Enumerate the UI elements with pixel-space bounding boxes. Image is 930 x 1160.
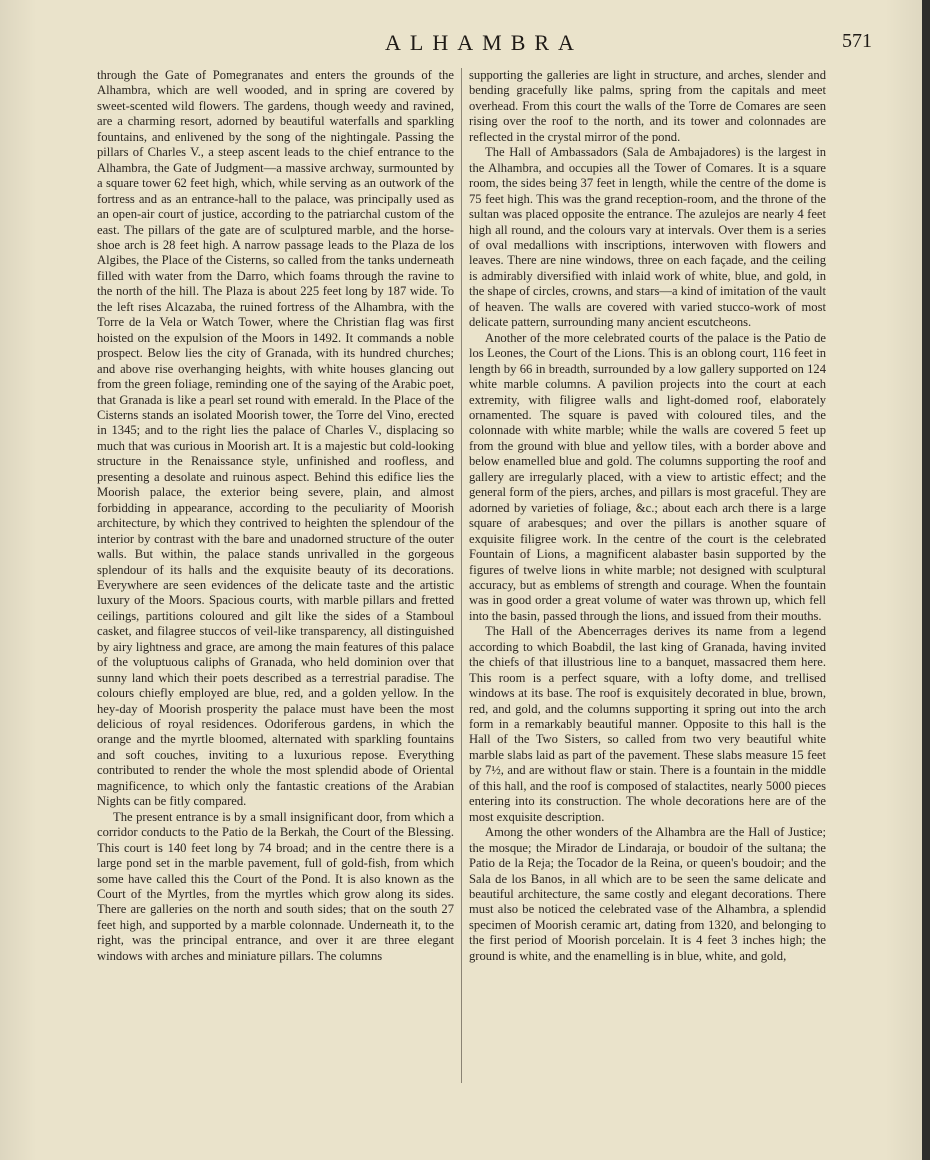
- paragraph: The Hall of Ambassadors (Sala de Ambajadores) is the largest in the Alhambra, and occupies all the Tower of Comares. It is a square room, the sides being 37 feet in length, while the centre of the dome is 75 feet high. This was the grand reception-room, and the throne of the sultan was placed opposite the entrance. The azulejos are nearly 4 feet high all round, and the colours vary at intervals. Over them is a series of oval medallions with inscriptions, interwoven with flowers and leaves. There are nine windows, three on each façade, and the ceiling is admirably diversified with inlaid work of white, blue, and gold, in the shape of circles, crowns, and stars—a kind of imitation of the vault of heaven. The walls are covered with varied stucco-work of most delicate pattern, surrounding many ancient escutcheons.: [469, 145, 826, 330]
- paragraph: The present entrance is by a small insignificant door, from which a corridor conducts to the Patio de la Berkah, the Court of the Blessing. This court is 140 feet long by 74 broad; and in the centre there is a large pond set in the marble pavement, full of gold-fish, from which some have called this the Court of the Pond. It is also known as the Court of the Myrtles, from the myrtles which grow along its sides. There are galleries on the north and south sides; that on the south 27 feet high, and supported by a marble colonnade. Underneath it, to the right, was the principal entrance, and over it are three elegant windows with arches and miniature pillars. The columns: [97, 809, 454, 963]
- page-number: 571: [842, 30, 872, 52]
- right-column: [469, 68, 826, 1108]
- paragraph: The Hall of the Abencerrages derives its name from a legend according to which Boabdil, the last king of Granada, having invited the chiefs of that illustrious line to a banquet, massacred them here. This room is a perfect square, with a lofty dome, and trellised windows at its base. The roof is exquisitely decorated in blue, brown, red, and gold, and the columns supporting it spring out into the arch form in a remarkably beautiful manner. Opposite to this hall is the Hall of the Two Sisters, so called from two very beautiful white marble slabs laid as part of the pavement. These slabs measure 15 feet by 7½, and are without flaw or stain. There is a fountain in the middle of this hall, and the roof is composed of stalactites, nearly 5000 pieces entering into its construction. The whole decorations here are of the most exquisite description.: [469, 624, 826, 824]
- paragraph: Another of the more celebrated courts of the palace is the Patio de los Leones, the Court of the Lions. This is an oblong court, 116 feet in length by 66 in breadth, surrounded by a low gallery supported on 124 white marble columns. A pavilion projects into the court at each extremity, with filigree walls and light-domed roof, elaborately ornamented. The square is paved with coloured tiles, and the colonnade with white marble; while the walls are covered 5 feet up from the ground with blue and yellow tiles, with a border above and below enamelled blue and gold. The columns supporting the roof and gallery are irregularly placed, with a view to artistic effect; and the general form of the piers, arches, and pillars is most graceful. They are adorned by varieties of foliage, &c.; about each arch there is a large square of arabesques; and over the pillars is another square of exquisite filigree work. In the centre of the court is the celebrated Fountain of Lions, a magnificent alabaster basin supported by the figures of twelve lions in white marble; not designed with sculptural accuracy, but as emblems of strength and courage. When the fountain was in good order a great volume of water was thrown up, which fell into the basin, passed through the lions, and issued from their mouths.: [469, 330, 826, 623]
- paragraph: supporting the galleries are light in structure, and arches, slender and bending gracefully like palms, spring from the capitals and meet overhead. From this court the walls of the Torre de Comares are seen rising over the roof to the north, and its tower and colonnades are reflected in the crystal mirror of the pond.: [469, 68, 826, 144]
- paragraph: Among the other wonders of the Alhambra are the Hall of Justice; the mosque; the Mirador de Lindaraja, or boudoir of the sultana; the Patio de la Reja; the Tocador de la Reina, or queen's boudoir; and the Sala de los Banos, in all which are to be seen the same delicate and beautiful architecture, the same costly and elegant decorations. There must also be noticed the celebrated vase of the Alhambra, a splendid specimen of Moorish ceramic art, dating from 1320, and belonging to the first period of Moorish porcelain. It is 4 feet 3 inches high; the ground is white, and the enamelling is in blue, white, and gold,: [469, 825, 826, 963]
- paragraph: through the Gate of Pomegranates and enters the grounds of the Alhambra, which are well wooded, and in spring are covered by sweet-scented wild flowers. The gardens, though weedy and ravined, are a charming resort, adorned by beautiful waterfalls and sparkling fountains, and enlivened by the song of the nightingale. Passing the pillars of Charles V., a steep ascent leads to the chief entrance to the Alhambra, the Gate of Judgment—a massive archway, surmounted by a square tower 62 feet high, which, while serving as an outwork of the fortress and as an entrance-hall to the palace, was principally used as an open-air court of justice, according to the patriarchal custom of the east. The pillars of the gate are of sculptured marble, and the horse-shoe arch is 28 feet high. A narrow passage leads to the Plaza de los Algibes, the Place of the Cisterns, so called from the tanks underneath filled with water from the Darro, which foams through the ravine to the north of the hill. The Plaza is about 225 feet long by 187 wide. To the left rises Alcazaba, the ruined fortress of the Alhambra, with the Torre de la Vela or Watch Tower, where the Christian flag was first hoisted on the expulsion of the Moors in 1492. It commands a noble prospect. Below lies the city of Granada, with its hundred churches; and above rise overhanging heights, with white houses glancing out from the green foliage, reminding one of the saying of the Arabic poet, that Granada is like a pearl set round with emerald. In the Place of the Cisterns stands an isolated Moorish tower, the Torre del Vino, erected in 1345; and to the right lies the palace of Charles V., displacing so much that was curious in Moorish art. It is a majestic but cold-looking structure in the Renaissance style, unfinished and roofless, and presenting a desolate and ruinous aspect. Behind this edifice lies the Moorish palace, the exterior being severe, plain, and almost forbidding in appearance, according to the peculiarity of Moorish architecture, by which they contrived to heighten the splendour of the interior by contrast with the bare and unadorned structure of the outer walls. But within, the palace stands unrivalled in the gorgeous splendour of its halls and the exquisite beauty of its decorations. Everywhere are seen evidences of the delicate taste and the artistic luxury of the Moors. Spacious courts, with marble pillars and fretted ceilings, partitions coloured and gilt like the sides of a Stamboul casket, and filagree stuccos of veil-like transparency, all distinguished by airy lightness and grace, are among the main features of this palace of the voluptuous caliphs of Granada, who held dominion over that sunny land which their poets described as a terrestrial paradise. The colours chiefly employed are blue, red, and a golden yellow. In the hey-day of Moorish prosperity the palace must have been the most delicious of royal residences. Odoriferous gardens, in which the orange and the myrtle bloomed, alternated with sparkling fountains and soft couches, inviting to a luxurious repose. Everything contributed to render the whole the most splendid abode of Oriental magnificence, to which only the fantastic creations of the Arabian Nights can be fitly compared.: [97, 68, 454, 809]
- running-head: ALHAMBRA: [385, 30, 583, 55]
- page-header: [96, 30, 872, 60]
- left-column: [97, 68, 454, 1108]
- scan-edge: [922, 0, 930, 1160]
- column-divider: [461, 68, 462, 1083]
